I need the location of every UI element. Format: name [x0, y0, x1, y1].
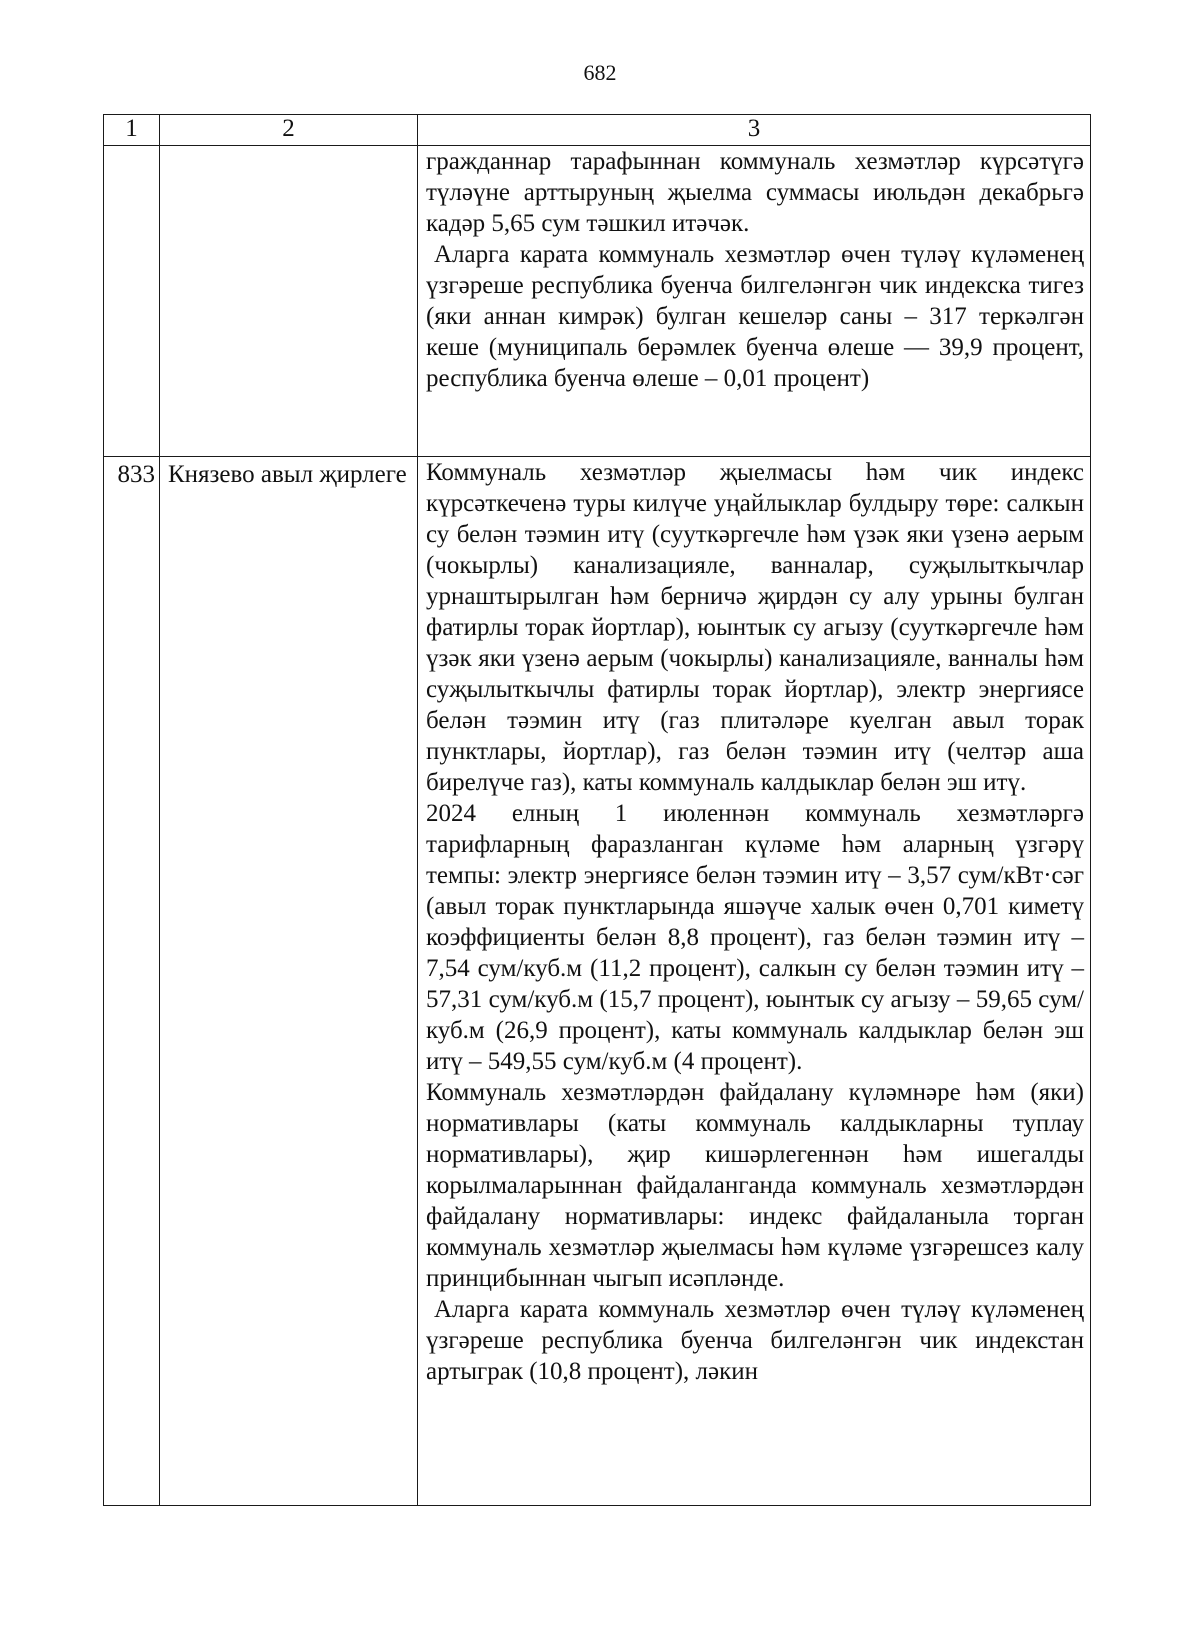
header-cell-3: 3 [418, 115, 1091, 146]
table-row [104, 457, 1091, 1506]
data-table [103, 114, 1091, 1506]
table-header-row [104, 115, 1091, 146]
row-name [160, 146, 418, 457]
paragraph: 2024 елның 1 июленнән коммуналь хезмәтләргә тарифларның фаразланган күләме һәм аларның үзгәрү темпы: электр энергиясе белән тәэмин итү – 3,57 сум/кВт·сәг (авыл торак пунктларында яшәүче халык өчен 0,701 киметү коэффициенты белән 8,8 процент), газ белән тәэмин итү – 7,54 сум/куб.м (11,2 процент), салкын су белән тәэмин итү – 57,31 сум/куб.м (15,7 процент), юынтык су агызу – 59,65 сум/куб.м (26,9 процент), каты коммуналь калдыклар белән эш итү – 549,55 сум/куб.м (4 процент). [426, 800, 1084, 1075]
page-number: 682 [583, 60, 617, 85]
header-cell-1: 1 [104, 115, 160, 146]
row-text [418, 146, 1091, 457]
row-number: 833 [104, 457, 160, 1506]
row-name: Князево авыл җирлеге [160, 457, 418, 1506]
row-text [418, 457, 1091, 1506]
paragraph: Аларга карата коммуналь хезмәтләр өчен түләү күләменең үзгәреше республика буенча билгеләнгән чик индекстан артыграк (10,8 процент), ләкин [426, 1296, 1084, 1385]
header-cell-2: 2 [160, 115, 418, 146]
paragraph: Аларга карата коммуналь хезмәтләр өчен түләү күләменең үзгәреше республика буенча билгеләнгән чик индекска тигез (яки аннан кимрәк) булган кешеләр саны – 317 теркәлгән кеше (муниципаль берәмлек буенча өлеше — 39,9 процент, республика буенча өлеше – 0,01 процент) [426, 241, 1084, 392]
paragraph: Коммуналь хезмәтләрдән файдалану күләмнәре һәм (яки) нормативлары (каты коммуналь калдыкларны туплау нормативлары), җир кишәрлегеннән һәм ишегалды корылмаларыннан файдаланганда коммуналь хезмәтләрдән файдалану нормативлары: индекс файдаланыла торган коммуналь хезмәтләр җыелмасы һәм күләме үзгәрешсез калу принцибыннан чыгып исәпләнде. [426, 1079, 1084, 1292]
row-number [104, 146, 160, 457]
table-row [104, 146, 1091, 457]
paragraph: гражданнар тарафыннан коммуналь хезмәтләр күрсәтүгә түләүне арттыруның җыелма суммасы июльдән декабрьгә кадәр 5,65 сум тәшкил итәчәк. [426, 148, 1084, 237]
paragraph: Коммуналь хезмәтләр җыелмасы һәм чик индекс күрсәткеченә туры килүче уңайлыклар булдыру төре: салкын су белән тәэмин итү (сууткәргечле һәм үзәк яки үзенә аерым (чокырлы) канализацияле, ванналар, суҗылыткычлар урнаштырылган һәм берничә җирдән су алу урыны булган фатирлы торак йортлар), юынтык су агызу (сууткәргечле һәм үзәк яки үзенә аерым (чокырлы) канализацияле, ванналы һәм суҗылыткычлы фатирлы торак йортлар), электр энергиясе белән тәэмин итү (газ плитәләре куелган авыл торак пунктлары, йортлар), газ белән тәэмин итү (челтәр аша бирелүче газ), каты коммуналь калдыклар белән эш итү. [426, 459, 1084, 796]
